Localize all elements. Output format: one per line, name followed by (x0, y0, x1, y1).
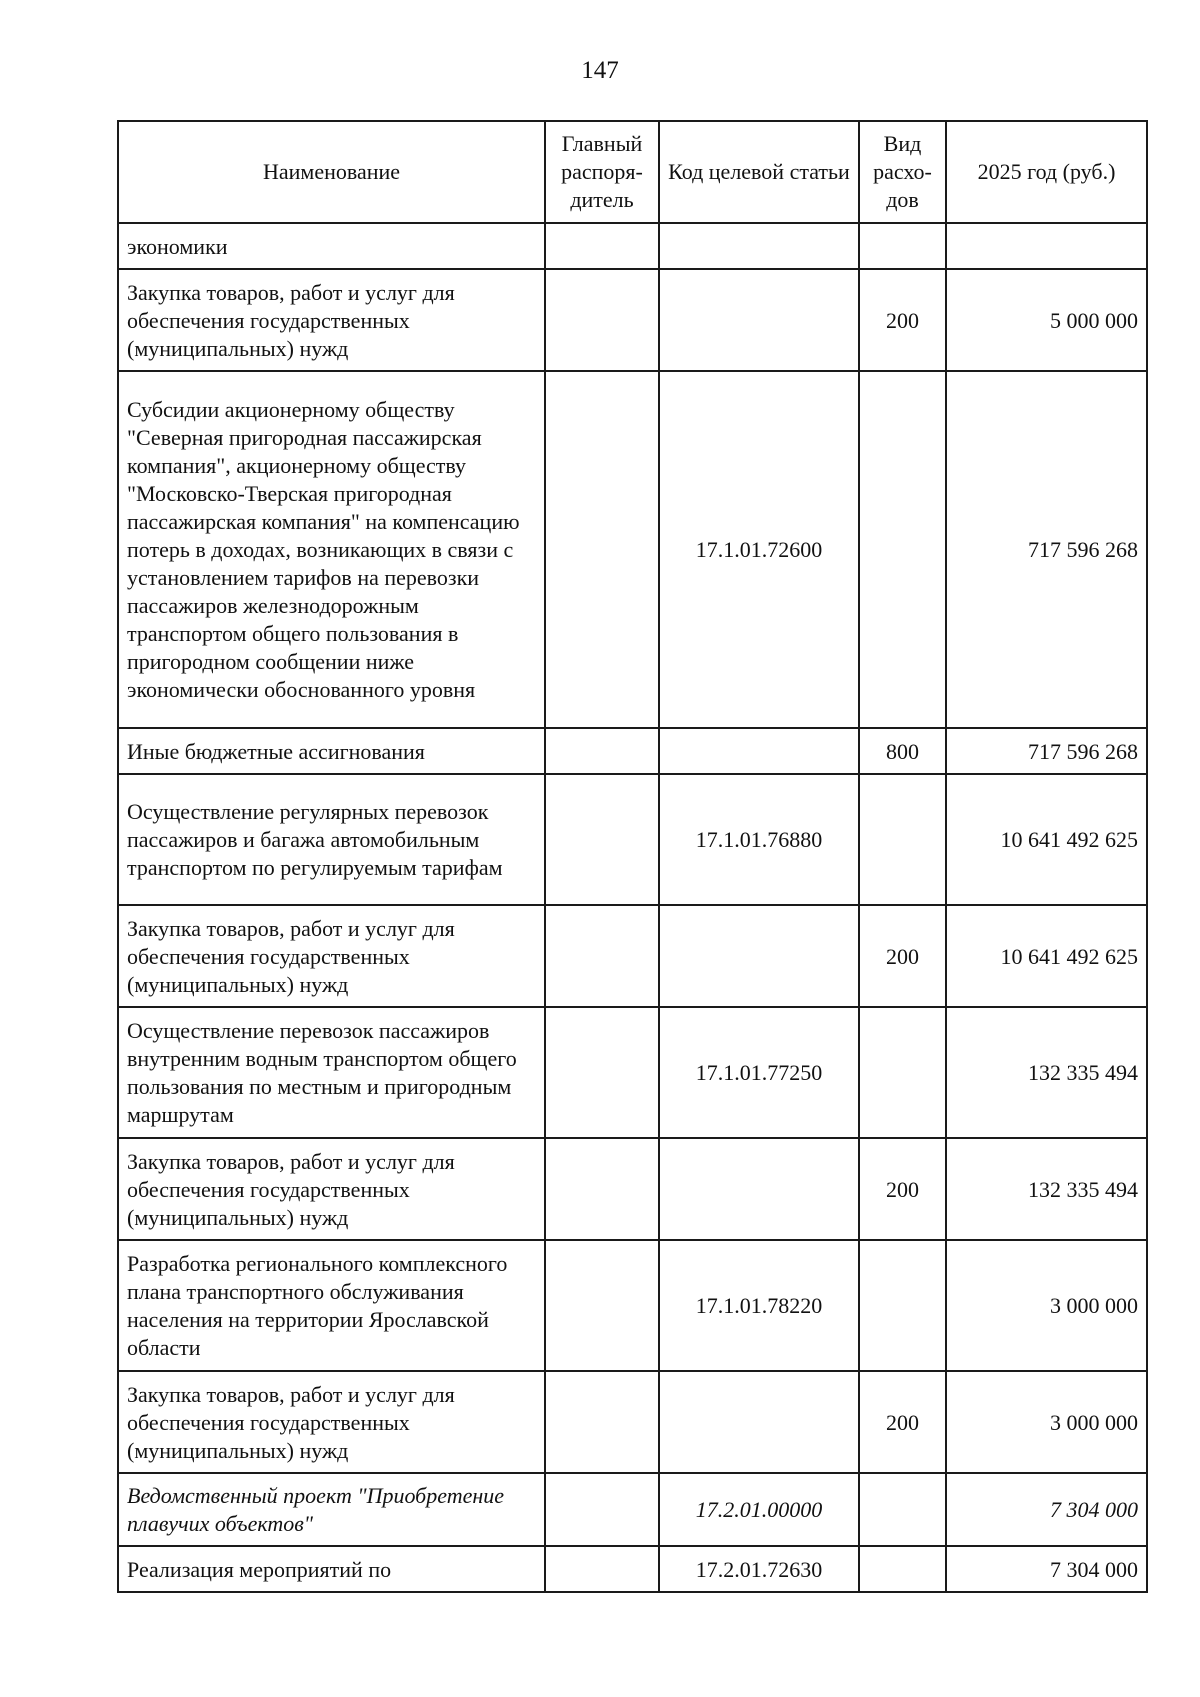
row-code (659, 269, 859, 371)
row-amount: 10 641 492 625 (946, 905, 1147, 1007)
row-type: 200 (859, 1371, 946, 1473)
row-manager (545, 1240, 659, 1371)
page-number: 147 (581, 57, 619, 84)
row-type (859, 1473, 946, 1546)
row-type (859, 774, 946, 905)
row-type (859, 223, 946, 269)
budget-table (117, 120, 1148, 1593)
row-manager (545, 774, 659, 905)
row-name: Реализация мероприятий по (118, 1546, 545, 1592)
table-row-project (118, 1473, 1147, 1546)
row-amount: 3 000 000 (946, 1240, 1147, 1371)
table-row (118, 1371, 1147, 1473)
row-name: Иные бюджетные ассигнования (118, 728, 545, 774)
table-row (118, 1546, 1147, 1592)
row-manager (545, 1138, 659, 1240)
row-code (659, 1371, 859, 1473)
table-row (118, 728, 1147, 774)
table-row (118, 1138, 1147, 1240)
header-name: Наименование (118, 121, 545, 223)
table-header-row (118, 121, 1147, 223)
row-name: Осуществление перевозок пассажиров внутренним водным транспортом общего пользования по местным и пригородным маршрутам (118, 1007, 545, 1138)
row-name: Разработка регионального комплексного плана транспортного обслуживания населения на территории Ярославской области (118, 1240, 545, 1371)
row-manager (545, 269, 659, 371)
row-amount: 3 000 000 (946, 1371, 1147, 1473)
row-manager (545, 1546, 659, 1592)
row-amount: 132 335 494 (946, 1138, 1147, 1240)
row-name: экономики (118, 223, 545, 269)
row-name: Субсидии акционерному обществу "Северная пригородная пассажирская компания", акционерному обществу "Московско-Тверская пригородная пассажирская компания" на компенсацию потерь в доходах, возникающих в связи с установлением тарифов на перевозки пассажиров железнодорожным транспортом общего пользования в пригородном сообщении ниже экономически обоснованного уровня (118, 371, 545, 728)
table-row (118, 223, 1147, 269)
row-amount: 10 641 492 625 (946, 774, 1147, 905)
row-code: 17.1.01.76880 (659, 774, 859, 905)
row-code (659, 905, 859, 1007)
row-name: Закупка товаров, работ и услуг для обеспечения государственных (муниципальных) нужд (118, 269, 545, 371)
row-type: 200 (859, 905, 946, 1007)
row-manager (545, 1007, 659, 1138)
row-manager (545, 371, 659, 728)
table-row (118, 774, 1147, 905)
row-name: Закупка товаров, работ и услуг для обеспечения государственных (муниципальных) нужд (118, 905, 545, 1007)
row-amount: 717 596 268 (946, 728, 1147, 774)
row-manager (545, 1473, 659, 1546)
row-code: 17.2.01.72630 (659, 1546, 859, 1592)
header-main-manager: Главный распоря-дитель (545, 121, 659, 223)
row-manager (545, 905, 659, 1007)
row-amount: 7 304 000 (946, 1546, 1147, 1592)
row-amount: 5 000 000 (946, 269, 1147, 371)
row-manager (545, 1371, 659, 1473)
row-type (859, 1240, 946, 1371)
row-code (659, 728, 859, 774)
row-code: 17.1.01.78220 (659, 1240, 859, 1371)
row-name: Ведомственный проект "Приобретение плавучих объектов" (118, 1473, 545, 1546)
header-expense-type: Вид расхо-дов (859, 121, 946, 223)
row-type (859, 371, 946, 728)
row-type (859, 1546, 946, 1592)
row-manager (545, 223, 659, 269)
row-manager (545, 728, 659, 774)
row-code (659, 223, 859, 269)
row-code (659, 1138, 859, 1240)
header-target-code: Код целевой статьи (659, 121, 859, 223)
row-type: 800 (859, 728, 946, 774)
row-code: 17.1.01.72600 (659, 371, 859, 728)
header-year-2025: 2025 год (руб.) (946, 121, 1147, 223)
table-row (118, 371, 1147, 728)
row-amount (946, 223, 1147, 269)
table-row (118, 269, 1147, 371)
row-name: Осуществление регулярных перевозок пассажиров и багажа автомобильным транспортом по регулируемым тарифам (118, 774, 545, 905)
row-type: 200 (859, 1138, 946, 1240)
row-amount: 132 335 494 (946, 1007, 1147, 1138)
row-code: 17.2.01.00000 (659, 1473, 859, 1546)
table-row (118, 1007, 1147, 1138)
row-type (859, 1007, 946, 1138)
table-row (118, 905, 1147, 1007)
row-type: 200 (859, 269, 946, 371)
row-amount: 7 304 000 (946, 1473, 1147, 1546)
row-name: Закупка товаров, работ и услуг для обеспечения государственных (муниципальных) нужд (118, 1371, 545, 1473)
row-amount: 717 596 268 (946, 371, 1147, 728)
row-code: 17.1.01.77250 (659, 1007, 859, 1138)
table-row (118, 1240, 1147, 1371)
row-name: Закупка товаров, работ и услуг для обеспечения государственных (муниципальных) нужд (118, 1138, 545, 1240)
